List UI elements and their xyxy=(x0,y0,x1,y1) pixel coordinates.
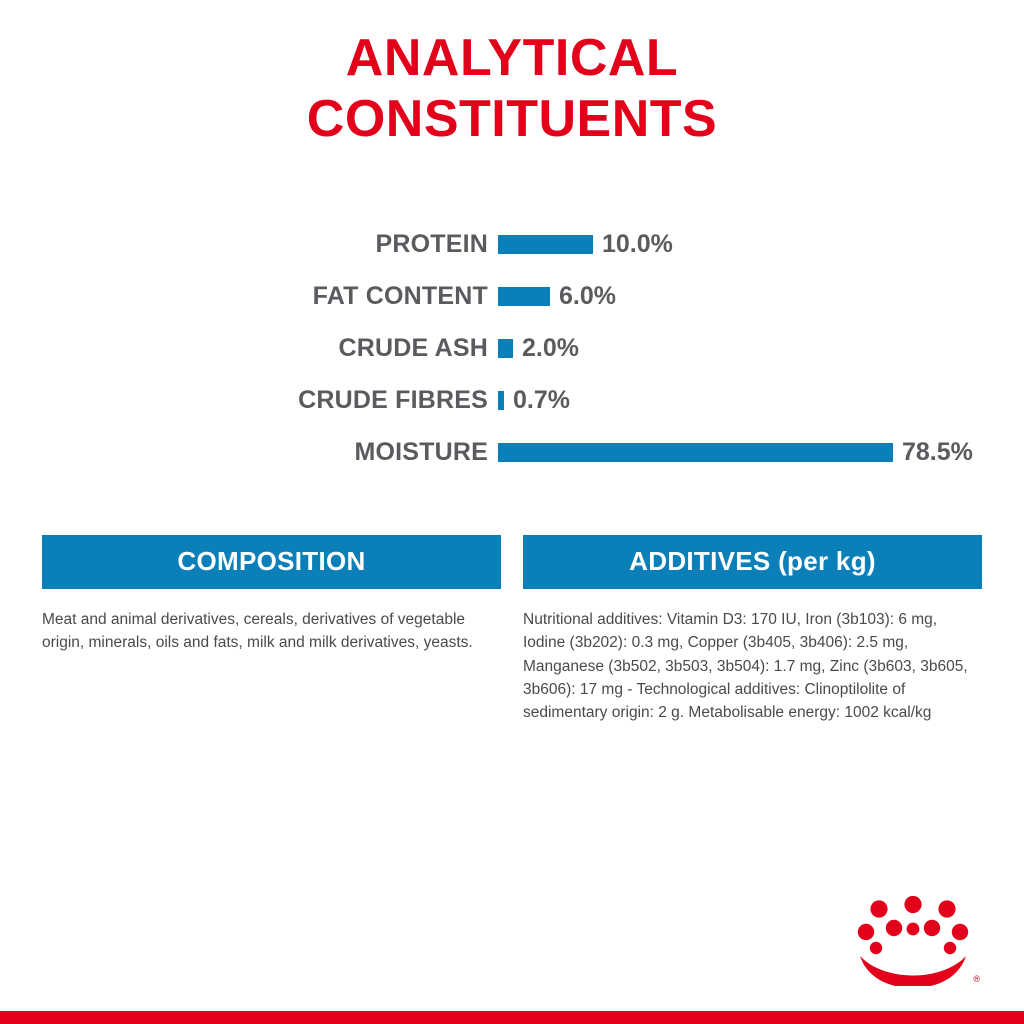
chart-label-crude-ash: CRUDE ASH xyxy=(338,333,488,362)
chart-value-crude-fibres: 0.7% xyxy=(513,385,570,414)
chart-bar-wrap-moisture xyxy=(498,438,1024,467)
additives-heading-sub: (per kg) xyxy=(770,546,876,576)
chart-value-fat-content: 6.0% xyxy=(559,281,616,310)
composition-panel-heading xyxy=(42,535,501,589)
composition-panel-body: Meat and animal derivatives, cereals, derivatives of vegetable origin, minerals, oils and fats, milk and milk derivatives, yeasts. xyxy=(42,611,473,652)
chart-label-moisture: MOISTURE xyxy=(354,437,488,466)
chart-row-moisture xyxy=(0,426,1024,478)
chart-bar-moisture xyxy=(498,443,893,462)
chart-row-crude-fibres xyxy=(0,374,1024,426)
chart-value-protein: 10.0% xyxy=(602,229,673,258)
chart-bar-wrap-crude-ash xyxy=(498,334,1024,363)
chart-label-fat-content: FAT CONTENT xyxy=(312,281,488,310)
footer-stripe xyxy=(0,1011,1024,1024)
page-title-line-2: CONSTITUENTS xyxy=(306,90,718,149)
chart-label-protein: PROTEIN xyxy=(375,229,488,258)
chart-row-crude-ash xyxy=(0,322,1024,374)
chart-bar-protein xyxy=(498,235,593,254)
composition-panel xyxy=(42,535,501,724)
chart-bar-crude-fibres xyxy=(498,391,504,410)
additives-heading-text: ADDITIVES xyxy=(629,546,771,576)
page-title xyxy=(0,28,1024,151)
chart-bar-fat-content xyxy=(498,287,550,306)
chart-bar-wrap-protein xyxy=(498,230,1024,259)
chart-bar-wrap-crude-fibres xyxy=(498,386,1024,415)
info-panels xyxy=(42,535,982,724)
additives-panel-body: Nutritional additives: Vitamin D3: 170 IU, Iron (3b103): 6 mg, Iodine (3b202): 0.3 mg, Copper (3b405, 3b406): 2.5 mg, Manganese (3b502, 3b503, 3b504): 1.7 mg, Zinc (3b603, 3b605, 3b606): 17 mg - Technological additives: Clinoptilolite of sedimentary origin: 2 g. Metabolisable energy: 1002 kcal/kg xyxy=(523,611,968,721)
chart-row-protein xyxy=(0,218,1024,270)
composition-heading-text: COMPOSITION xyxy=(177,546,366,576)
chart-bar-wrap-fat-content xyxy=(498,282,1024,311)
royal-canin-crown-icon xyxy=(854,896,980,986)
chart-bar-crude-ash xyxy=(498,339,513,358)
registered-trademark-symbol: ® xyxy=(973,974,980,984)
page-title-line-1: ANALYTICAL xyxy=(345,29,679,87)
additives-panel xyxy=(523,535,982,724)
chart-value-crude-ash: 2.0% xyxy=(522,333,579,362)
additives-panel-heading xyxy=(523,535,982,589)
chart-row-fat-content xyxy=(0,270,1024,322)
chart-value-moisture: 78.5% xyxy=(902,437,973,466)
chart-label-crude-fibres: CRUDE FIBRES xyxy=(298,385,488,414)
analytical-constituents-chart xyxy=(0,218,1024,478)
